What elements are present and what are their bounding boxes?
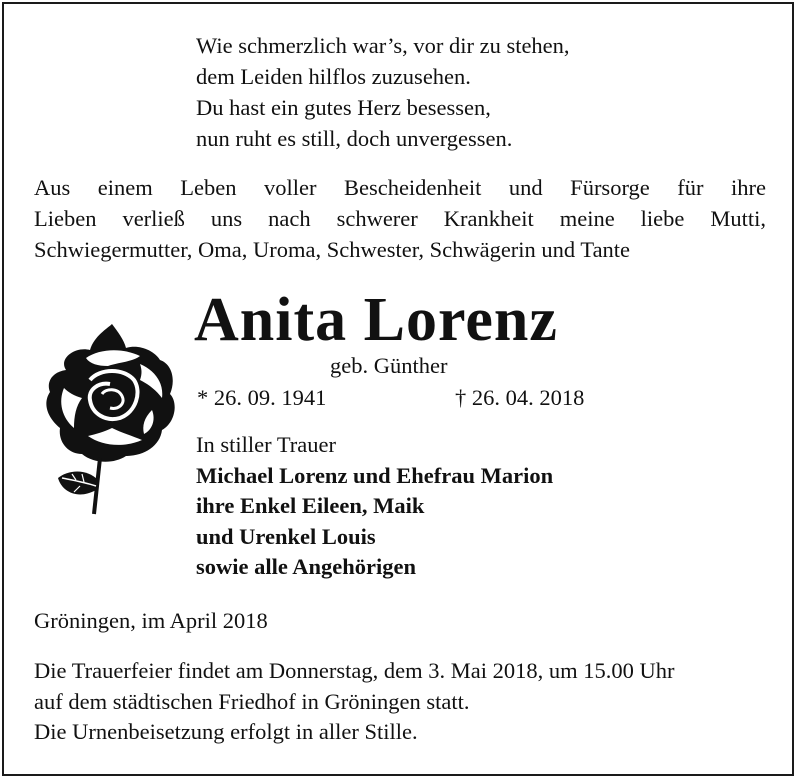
intro-line: Aus einem Leben voller Bescheidenheit und Fürsorge für ihre bbox=[34, 175, 766, 200]
poem-line: nun ruht es still, doch unvergessen. bbox=[196, 126, 513, 151]
maiden-name: geb. Günther bbox=[330, 353, 448, 378]
deceased-name: Anita Lorenz bbox=[194, 286, 558, 354]
place-date: Gröningen, im April 2018 bbox=[34, 608, 268, 633]
mourners-block bbox=[196, 430, 553, 583]
funeral-line: Die Trauerfeier findet am Donnerstag, dem 3. Mai 2018, um 15.00 Uhr bbox=[34, 658, 675, 683]
poem-line: dem Leiden hilflos zuzusehen. bbox=[196, 64, 471, 89]
death-date: † 26. 04. 2018 bbox=[455, 385, 585, 410]
intro-text bbox=[34, 172, 766, 265]
mourner-line: ihre Enkel Eileen, Maik bbox=[196, 493, 425, 518]
intro-line: Schwiegermutter, Oma, Uroma, Schwester, Schwägerin und Tante bbox=[34, 237, 631, 262]
mourners-heading: In stiller Trauer bbox=[196, 432, 336, 457]
mourner-line: und Urenkel Louis bbox=[196, 523, 376, 549]
poem bbox=[196, 30, 570, 154]
mourner-line: sowie alle Angehörigen bbox=[196, 554, 416, 579]
mourner-line: Michael Lorenz und Ehefrau Marion bbox=[196, 462, 554, 488]
intro-line: Lieben verließ uns nach schwerer Krankheit meine liebe Mutti, bbox=[34, 206, 766, 231]
poem-line: Wie schmerzlich war’s, vor dir zu stehen, bbox=[196, 33, 570, 58]
poem-line: Du hast ein gutes Herz besessen, bbox=[196, 95, 491, 120]
funeral-notice bbox=[34, 656, 675, 748]
rose-icon bbox=[28, 318, 188, 518]
funeral-line: Die Urnenbeisetzung erfolgt in aller Stille. bbox=[34, 719, 418, 744]
funeral-line: auf dem städtischen Friedhof in Gröningen statt. bbox=[34, 688, 470, 714]
birth-date: * 26. 09. 1941 bbox=[197, 385, 327, 410]
